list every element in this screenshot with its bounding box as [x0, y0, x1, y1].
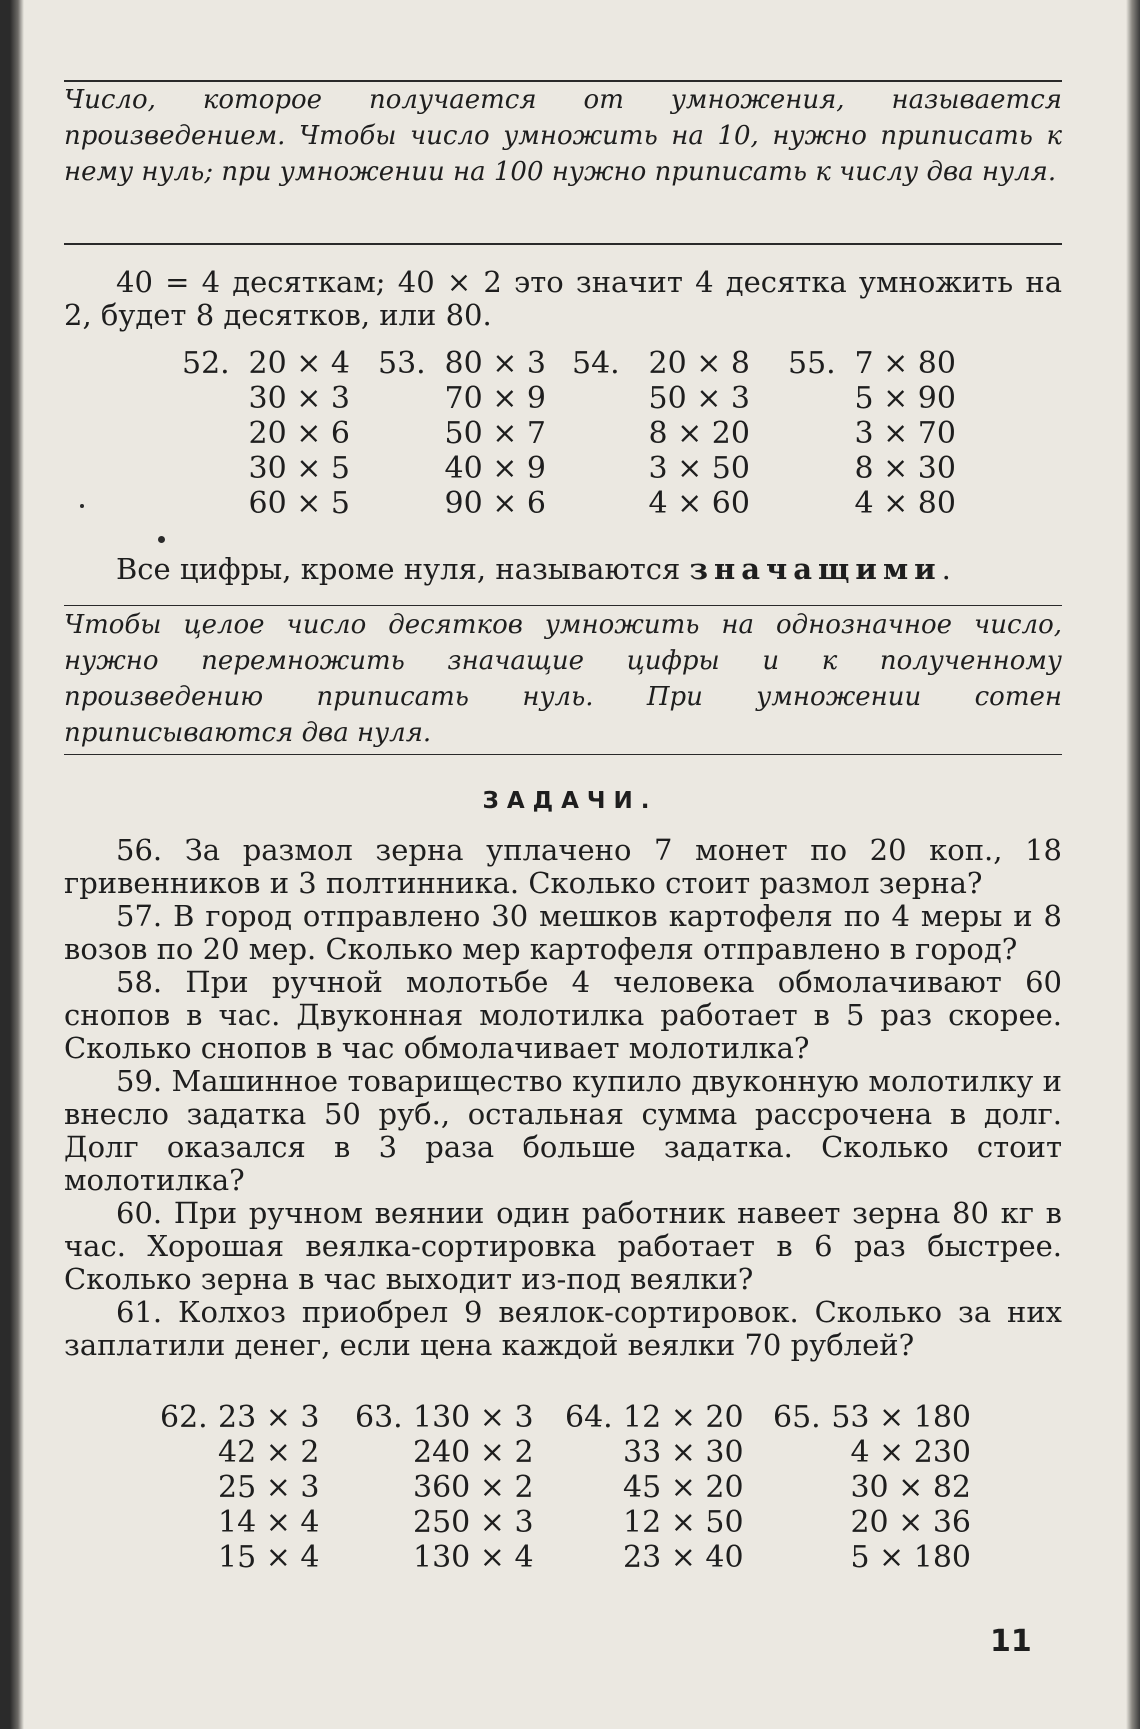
exercise-item: 70 × 9	[444, 381, 546, 416]
page-number: 11	[990, 1624, 1032, 1659]
exercise-item: 20 × 8	[648, 346, 750, 381]
exercise-item: 3 × 50	[648, 451, 750, 486]
rule-definition-product: Число, которое получается от умножения, называется произведением. Чтобы число умножить на 10, нужно приписать к нему нуль; при умножении на 100 нужно приписать к числу два нуля.	[64, 85, 1062, 187]
exercise-item: 23 × 3	[218, 1400, 320, 1435]
exercise-item: 15 × 4	[218, 1540, 320, 1575]
exercise-item: 30 × 5	[248, 451, 350, 486]
exercise-item: 130 × 3	[413, 1400, 534, 1435]
exercise-item: 4 × 60	[648, 486, 750, 521]
exercise-item: 360 × 2	[413, 1470, 534, 1505]
exercise-item: 53 × 180	[831, 1400, 971, 1435]
exercise-number: 52.	[182, 346, 230, 381]
exercise-item: 25 × 3	[218, 1470, 320, 1505]
exercise-item: 5 × 180	[850, 1540, 971, 1575]
exercise-number: 63.	[355, 1400, 403, 1435]
exercise-item: 7 × 80	[854, 346, 956, 381]
task-58: 58. При ручной молотьбе 4 человека обмолачивают 60 снопов в час. Двуконная молотилка работает в 5 раз скорее. Сколько снопов в час обмолачивает молотилка?	[64, 965, 1063, 1065]
exercise-grid-top	[0, 346, 1140, 526]
print-speck	[80, 504, 84, 508]
exercise-number: 55.	[788, 346, 836, 381]
task-59: 59. Машинное товарищество купило двуконную молотилку и внесло задатка 50 руб., остальная сумма рассрочена в долг. Долг оказался в 3 раза больше задатка. Сколько стоит молотилка?	[64, 1064, 1063, 1197]
exercise-item: 45 × 20	[623, 1470, 744, 1505]
exercise-item: 90 × 6	[444, 486, 546, 521]
term-significant: значащими	[689, 552, 942, 586]
exercise-item: 23 × 40	[623, 1540, 744, 1575]
print-speck	[158, 536, 165, 543]
exercise-item: 40 × 9	[444, 451, 546, 486]
exercise-item: 4 × 80	[854, 486, 956, 521]
exercise-number: 65.	[773, 1400, 821, 1435]
exercise-number: 62.	[160, 1400, 208, 1435]
exercise-item: 8 × 20	[648, 416, 750, 451]
task-56: 56. За размол зерна уплачено 7 монет по 20 коп., 18 гривенников и 3 полтинника. Сколько стоит размол зерна?	[64, 833, 1062, 900]
exercise-item: 20 × 6	[248, 416, 350, 451]
exercise-item: 130 × 4	[413, 1540, 534, 1575]
exercise-item: 240 × 2	[413, 1435, 534, 1470]
task-list	[64, 834, 1062, 1362]
exercise-item: 14 × 4	[218, 1505, 320, 1540]
exercise-item: 12 × 50	[623, 1505, 744, 1540]
rule-line-bottom	[64, 243, 1062, 245]
exercise-number: 64.	[565, 1400, 613, 1435]
exercise-item: 50 × 3	[648, 381, 750, 416]
exercise-item: 80 × 3	[444, 346, 546, 381]
exercise-item: 30 × 82	[850, 1470, 971, 1505]
task-60: 60. При ручном веянии один работник навеет зерна 80 кг в час. Хорошая веялка-сортировка работает в 6 раз быстрее. Сколько зерна в час выходит из-под веялки?	[64, 1196, 1062, 1296]
exercise-number: 53.	[378, 346, 426, 381]
exercise-item: 12 × 20	[623, 1400, 744, 1435]
task-61: 61. Колхоз приобрел 9 веялок-сортировок. Сколько за них заплатили денег, если цена каждой веялки 70 рублей?	[64, 1295, 1062, 1362]
exercise-item: 250 × 3	[413, 1505, 534, 1540]
rule-line-top	[64, 605, 1062, 606]
exercise-number: 54.	[572, 346, 620, 381]
exercise-item: 5 × 90	[854, 381, 956, 416]
explanation-paragraph: 40 = 4 десяткам; 40 × 2 это значит 4 десятка умножить на 2, будет 8 десятков, или 80.	[64, 265, 1062, 332]
significant-digits-sentence: Все цифры, кроме нуля, называются значащими.	[116, 552, 951, 586]
exercise-item: 20 × 36	[850, 1505, 971, 1540]
tasks-heading: ЗАДАЧИ.	[482, 788, 658, 814]
exercise-item: 50 × 7	[444, 416, 546, 451]
exercise-item: 4 × 230	[850, 1435, 971, 1470]
exercise-item: 33 × 30	[623, 1435, 744, 1470]
exercise-grid-bottom	[0, 1400, 1140, 1580]
rule-line-bottom	[64, 754, 1062, 755]
exercise-item: 42 × 2	[218, 1435, 320, 1470]
exercise-item: 20 × 4	[248, 346, 350, 381]
rule-tens-multiplication: Чтобы целое число десятков умножить на однозначное число, нужно перемножить значащие цифры и к полученному произведению приписать нуль. При умножении сотен приписываются два нуля.	[64, 610, 1062, 748]
exercise-item: 3 × 70	[854, 416, 956, 451]
task-57: 57. В город отправлено 30 мешков картофеля по 4 меры и 8 возов по 20 мер. Сколько мер картофеля отправлено в город?	[64, 899, 1062, 966]
exercise-item: 60 × 5	[248, 486, 350, 521]
exercise-item: 8 × 30	[854, 451, 956, 486]
exercise-item: 30 × 3	[248, 381, 350, 416]
